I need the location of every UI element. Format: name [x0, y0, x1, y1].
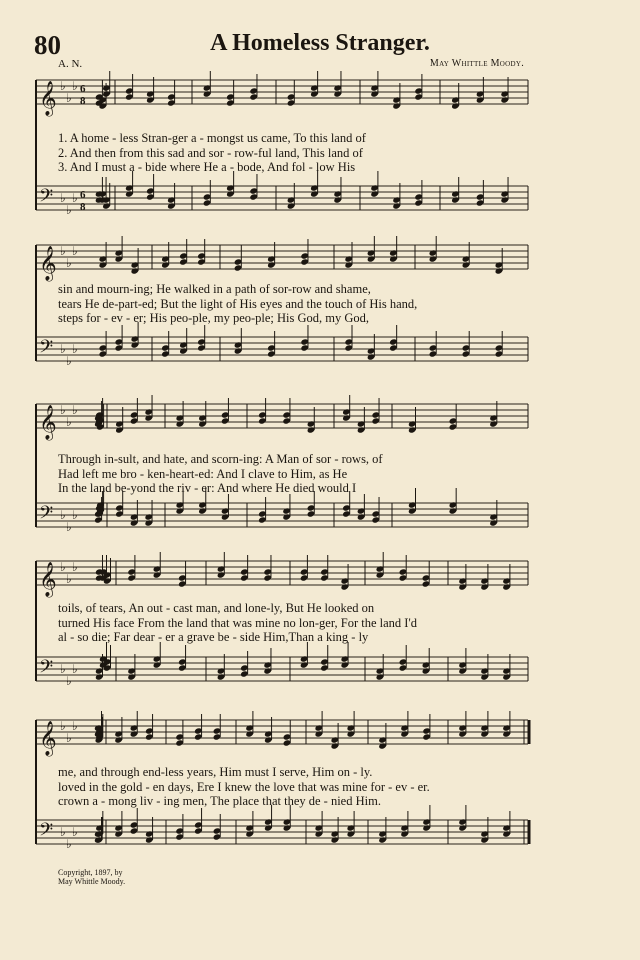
lyrics-block-5 — [58, 765, 530, 809]
time-signature-top-icon: 6 — [80, 83, 86, 95]
flat-icon: ♭ — [60, 662, 66, 676]
lyric-line: al - so die; Far dear - er a grave be - side Him,Than a king - ly — [58, 630, 369, 644]
lyric-line: 3. And I must a - bide where He a - bode, And fol - low His — [58, 160, 356, 174]
lyrics-block-4 — [58, 601, 530, 645]
treble-clef-icon: 𝄞 — [39, 81, 57, 116]
treble-clef-icon: 𝄞 — [39, 246, 57, 281]
lyric-line: Had left me bro - ken-heart-ed: And I clave to Him, as He — [58, 466, 348, 481]
flat-icon: ♭ — [72, 825, 78, 839]
lyric-line: In the land be-yond the riv - er: And where He died would I — [58, 481, 357, 495]
flat-icon: ♭ — [60, 719, 66, 733]
flat-icon: ♭ — [66, 91, 72, 105]
treble-clef-icon: 𝄞 — [39, 405, 57, 440]
lyric-line: loved in the gold - en days, Ere I knew the love that was mine for - ev - er. — [58, 779, 430, 794]
flat-icon: ♭ — [66, 256, 72, 270]
flat-icon: ♭ — [60, 79, 66, 93]
lyric-line: me, and through end-less years, Him must I serve, Him on - ly. — [58, 765, 373, 779]
bass-clef-icon: 𝄢 — [39, 337, 54, 362]
lyrics-block-3 — [58, 452, 530, 496]
time-signature-bottom-icon: 8 — [80, 201, 86, 213]
time-signature-top-icon: 6 — [80, 189, 86, 201]
flat-icon: ♭ — [60, 560, 66, 574]
flat-icon: ♭ — [72, 403, 78, 417]
lyric-line: 2. And then from this sad and sor - row-ful land, This land of — [58, 145, 363, 160]
flat-icon: ♭ — [60, 244, 66, 258]
copyright-line: May Whittle Moody. — [58, 877, 126, 886]
flat-icon: ♭ — [72, 560, 78, 574]
bass-clef-icon: 𝄢 — [39, 186, 54, 211]
lyric-line: turned His face From the land that was mine no lon-ger, For the land I'd — [58, 615, 417, 630]
bass-clef-icon: 𝄢 — [39, 820, 54, 845]
lyric-line: 1. A home - less Stran-ger a - mongst us came, To this land of — [58, 131, 366, 145]
bass-clef-icon: 𝄢 — [39, 503, 54, 528]
lyric-line: Through in-sult, and hate, and scorn-ing: A Man of sor - rows, of — [58, 452, 383, 466]
words-attribution: A. N. — [58, 58, 83, 70]
treble-clef-icon: 𝄞 — [39, 721, 57, 756]
flat-icon: ♭ — [66, 520, 72, 534]
flat-icon: ♭ — [72, 191, 78, 205]
flat-icon: ♭ — [60, 825, 66, 839]
flat-icon: ♭ — [66, 572, 72, 586]
time-signature-bottom-icon: 8 — [80, 95, 86, 107]
flat-icon: ♭ — [60, 342, 66, 356]
lyrics-block-1 — [58, 131, 530, 175]
flat-icon: ♭ — [66, 203, 72, 217]
hymn-title: A Homeless Stranger. — [210, 30, 430, 56]
copyright-notice — [58, 868, 125, 886]
copyright-line: Copyright, 1897, by — [58, 868, 123, 877]
flat-icon: ♭ — [66, 354, 72, 368]
flat-icon: ♭ — [72, 79, 78, 93]
flat-icon: ♭ — [66, 415, 72, 429]
lyric-line: tears He de-part-ed; But the light of His eyes and the touch of His hand, — [58, 296, 418, 311]
hymn-number: 80 — [34, 30, 61, 60]
flat-icon: ♭ — [60, 191, 66, 205]
flat-icon: ♭ — [72, 342, 78, 356]
flat-icon: ♭ — [72, 662, 78, 676]
lyrics-block-2 — [58, 282, 530, 326]
lyric-line: steps for - ev - er; His peo-ple, my peo-ple; His God, my God, — [58, 311, 370, 325]
flat-icon: ♭ — [72, 719, 78, 733]
lyric-line: crown a - mong liv - ing men, The place that they de - nied Him. — [58, 794, 381, 808]
flat-icon: ♭ — [60, 403, 66, 417]
lyric-line: sin and mourn-ing; He walked in a path of sor-row and shame, — [58, 282, 371, 296]
treble-clef-icon: 𝄞 — [39, 562, 57, 597]
flat-icon: ♭ — [66, 674, 72, 688]
flat-icon: ♭ — [72, 244, 78, 258]
music-attribution: May Whittle Moody. — [429, 58, 524, 69]
bass-clef-icon: 𝄢 — [39, 657, 54, 682]
flat-icon: ♭ — [72, 508, 78, 522]
flat-icon: ♭ — [66, 837, 72, 851]
lyric-line: toils, of tears, An out - cast man, and lone-ly, But He looked on — [58, 601, 375, 615]
flat-icon: ♭ — [60, 508, 66, 522]
flat-icon: ♭ — [66, 731, 72, 745]
